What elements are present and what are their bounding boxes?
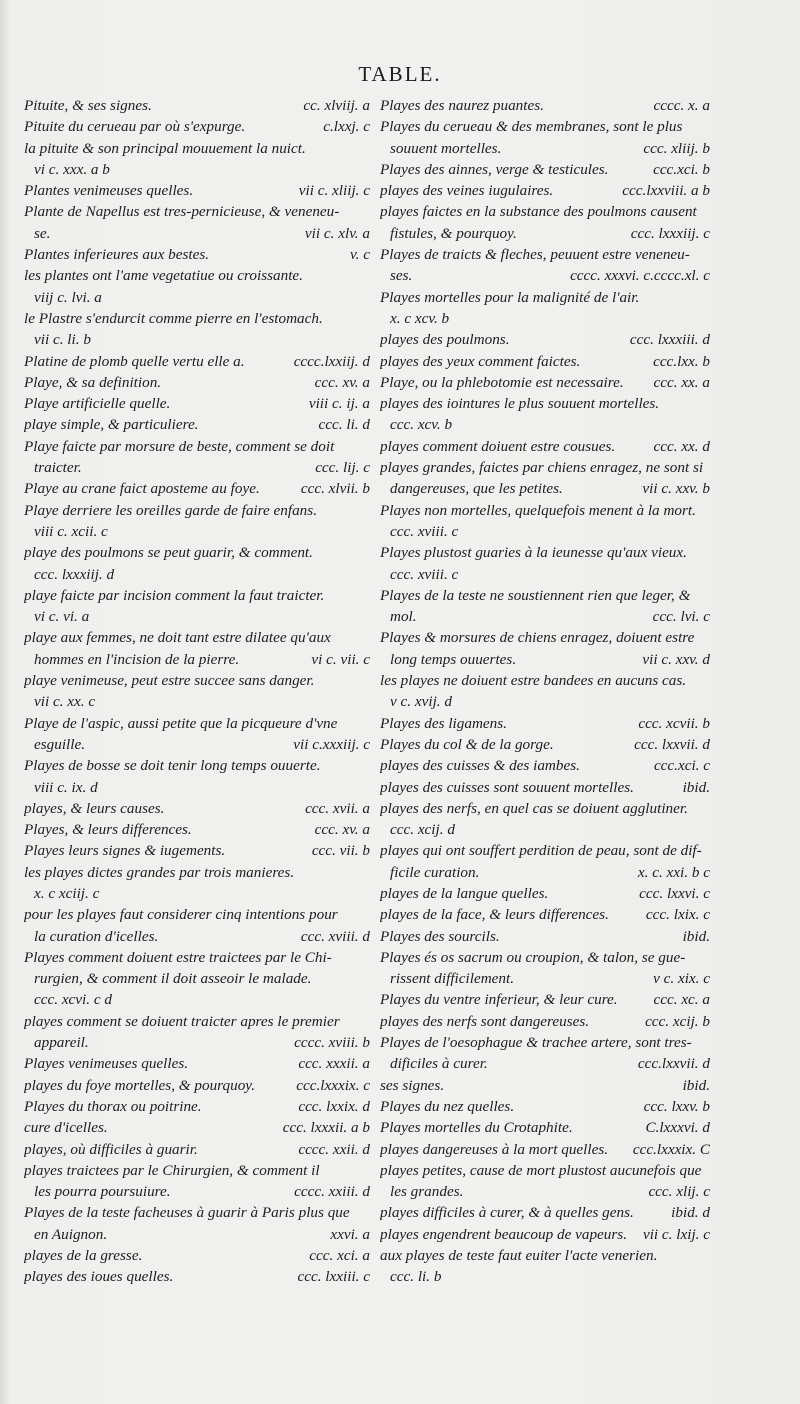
- entry-text: Platine de plomb quelle vertu elle a.: [24, 352, 245, 370]
- index-entry-line: Playe derriere les oreilles garde de faire enfans.: [24, 501, 317, 519]
- index-entry-line: [24, 649, 370, 670]
- entry-text: Playe, ou la phlebotomie est necessaire.: [380, 373, 624, 391]
- entry-reference: ccc.lxxxix. C: [632, 1140, 710, 1158]
- entry-text: playes des ioues quelles.: [24, 1268, 174, 1286]
- index-entry-line: [380, 159, 710, 180]
- entry-reference: vii c. xlv. a: [304, 224, 370, 242]
- entry-reference: ccc.lxxvii. d: [637, 1055, 710, 1073]
- index-entry-line: [380, 1139, 710, 1160]
- index-entry-line: playe venimeuse, peut estre succee sans danger.: [24, 672, 315, 690]
- entry-reference: ccc. lxxvi. c: [639, 884, 710, 902]
- index-entry-line: Playes & morsures de chiens enragez, doiuent estre: [380, 629, 695, 647]
- entry-reference: cccc. xxiii. d: [294, 1183, 370, 1201]
- entry-text-continued: rissent difficilement.: [390, 970, 515, 988]
- index-entry-line: le Plastre s'endurcit comme pierre en l'estomach.: [24, 309, 323, 327]
- entry-reference-line: vii c. xx. c: [34, 693, 96, 711]
- index-entry-line: [24, 1245, 370, 1266]
- index-entry-line: [24, 926, 370, 947]
- entry-reference-line: vii c. li. b: [34, 331, 91, 349]
- entry-reference: ccc. xliij. b: [643, 139, 710, 157]
- index-entry-line: [380, 1011, 710, 1032]
- entry-text: Playe, & sa definition.: [24, 373, 162, 391]
- index-entry-line: Playes de la teste facheuses à guarir à Paris plus que: [24, 1204, 350, 1222]
- entry-reference: ccc.lxx. b: [653, 352, 710, 370]
- entry-text-continued: fistules, & pourquoy.: [390, 224, 517, 242]
- index-entry-line: [380, 1075, 710, 1096]
- entry-reference: ccc. lxxxiij. c: [630, 224, 710, 242]
- entry-text: playes des yeux comment faictes.: [380, 352, 581, 370]
- index-entry-line: Playes non mortelles, quelquefois menent à la mort.: [380, 501, 696, 519]
- entry-text-continued: dangereuses, que les petites.: [390, 480, 563, 498]
- entry-reference-line: x. c xciij. c: [34, 884, 100, 902]
- index-column-right: [380, 95, 710, 1288]
- index-entry-line: [380, 372, 710, 393]
- entry-reference-line: viij c. lvi. a: [34, 288, 102, 306]
- index-entry-line: [380, 478, 710, 499]
- index-entry-line: [24, 457, 370, 478]
- entry-reference: vii c. xxv. d: [642, 650, 710, 668]
- index-entry-line: [24, 1181, 370, 1202]
- entry-reference: ccc. lvi. c: [652, 608, 710, 626]
- index-entry-line: [24, 116, 370, 137]
- entry-text-continued: la curation d'icelles.: [34, 927, 159, 945]
- entry-reference: ccc. xx. a: [653, 373, 710, 391]
- entry-text-continued: long temps ouuertes.: [390, 650, 517, 668]
- index-entry-line: aux playes de teste faut euiter l'acte venerien.: [380, 1247, 658, 1265]
- entry-text: playes de la face, & leurs differences.: [380, 906, 609, 924]
- index-entry-line: [380, 883, 710, 904]
- index-entry-line: [24, 1032, 370, 1053]
- entry-reference: ccc. lxxxiii. d: [629, 331, 710, 349]
- entry-reference: ccc. xv. a: [314, 373, 370, 391]
- index-entry-line: [24, 414, 370, 435]
- entry-reference: x. c. xxi. b c: [637, 863, 710, 881]
- index-entry-line: [380, 1053, 710, 1074]
- entry-text-continued: ses.: [390, 267, 413, 285]
- entry-reference: ccc. lxxv. b: [643, 1097, 710, 1115]
- index-entry-line: [380, 329, 710, 350]
- page-header: TABLE.: [358, 62, 442, 86]
- entry-text: Playes du col & de la gorge.: [380, 735, 554, 753]
- entry-text: playes du foye mortelles, & pourquoy.: [24, 1076, 256, 1094]
- index-entry-line: [24, 1139, 370, 1160]
- entry-reference: c.lxxj. c: [323, 118, 370, 136]
- entry-text: playes des poulmons.: [380, 331, 510, 349]
- index-entry-line: la pituite & son principal mouuement la nuict.: [24, 139, 306, 157]
- index-entry-line: Playe de l'aspic, aussi petite que la picqueure d'vne: [24, 714, 338, 732]
- entry-text-continued: en Auignon.: [34, 1225, 108, 1243]
- entry-text: playe simple, & particuliere.: [24, 416, 199, 434]
- index-entry-line: [24, 95, 370, 116]
- entry-reference-line: ccc. xcv. b: [390, 416, 453, 434]
- entry-reference-line: ccc. xviii. c: [390, 522, 459, 540]
- entry-reference-line: ccc. xcvi. c d: [34, 991, 112, 1009]
- index-entry-line: playes des nerfs, en quel cas se doiuent agglutiner.: [380, 799, 688, 817]
- entry-reference: ccc. lij. c: [315, 459, 370, 477]
- index-entry-line: playes grandes, faictes par chiens enragez, ne sont si: [380, 459, 704, 477]
- index-entry-line: [380, 265, 710, 286]
- entry-text: Playes mortelles du Crotaphite.: [380, 1119, 573, 1137]
- entry-reference: ccc. lxxiii. c: [297, 1268, 370, 1286]
- index-entry-line: [380, 904, 710, 925]
- index-entry-line: [24, 1053, 370, 1074]
- index-entry-line: [380, 713, 710, 734]
- index-entry-line: [24, 819, 370, 840]
- index-entry-line: [24, 798, 370, 819]
- entry-reference-line: ccc. xcij. d: [390, 821, 455, 839]
- index-entry-line: playe aux femmes, ne doit tant estre dilatee qu'aux: [24, 629, 331, 647]
- index-entry-line: les playes dictes grandes par trois manieres.: [24, 863, 295, 881]
- index-entry-line: Playes de l'oesophague & trachee artere, sont tres-: [380, 1034, 692, 1052]
- entry-text-continued: les grandes.: [390, 1183, 464, 1201]
- entry-reference: vii c. xxv. b: [642, 480, 710, 498]
- entry-text-continued: souuent mortelles.: [390, 139, 502, 157]
- index-entry-line: les plantes ont l'ame vegetatiue ou croissante.: [24, 267, 303, 285]
- entry-text: playes comment doiuent estre cousues.: [380, 437, 616, 455]
- entry-reference: ccc. xlij. c: [648, 1183, 710, 1201]
- index-entry-line: pour les playes faut considerer cinq intentions pour: [24, 906, 338, 924]
- entry-text: playes des nerfs sont dangereuses.: [380, 1012, 590, 1030]
- entry-text: Playes des ligamens.: [380, 714, 507, 732]
- index-entry-line: les playes ne doiuent estre bandees en aucuns cas.: [380, 672, 687, 690]
- entry-text: playes des cuisses & des iambes.: [380, 757, 580, 775]
- index-entry-line: [24, 1224, 370, 1245]
- index-entry-line: [380, 862, 710, 883]
- entry-text-continued: hommes en l'incision de la pierre.: [34, 650, 240, 668]
- entry-reference: cccc. xxxvi. c.cccc.xl. c: [570, 267, 710, 285]
- index-entry-line: [24, 1266, 370, 1287]
- entry-text: Playes des sourcils.: [380, 927, 500, 945]
- entry-text-continued: traicter.: [34, 459, 82, 477]
- entry-reference: ibid. d: [671, 1204, 710, 1222]
- entry-text: Pituite du cerueau par où s'expurge.: [24, 118, 246, 136]
- entry-text-continued: esguille.: [34, 735, 86, 753]
- entry-reference-line: ccc. li. b: [390, 1268, 442, 1286]
- entry-reference: ccc.xci. b: [653, 160, 710, 178]
- entry-reference: vi c. vii. c: [311, 650, 370, 668]
- index-entry-line: [380, 138, 710, 159]
- entry-reference: cccc.lxxiij. d: [293, 352, 370, 370]
- entry-reference: ccc. lxxix. d: [298, 1097, 370, 1115]
- index-entry-line: Plante de Napellus est tres-pernicieuse, & veneneu-: [24, 203, 340, 221]
- index-entry-line: playe faicte par incision comment la faut traicter.: [24, 586, 325, 604]
- entry-reference: ccc. xx. d: [653, 437, 710, 455]
- entry-text-continued: appareil.: [34, 1034, 89, 1052]
- index-entry-line: [380, 1224, 710, 1245]
- entry-text: Playes, & leurs differences.: [24, 821, 192, 839]
- entry-reference: ccc. xv. a: [314, 821, 370, 839]
- entry-reference: ccc.lxxxix. c: [296, 1076, 370, 1094]
- entry-reference: ibid.: [682, 1076, 710, 1094]
- index-entry-line: [24, 478, 370, 499]
- entry-reference: ibid.: [682, 927, 710, 945]
- entry-text: playes des cuisses sont souuent mortelles.: [380, 778, 634, 796]
- index-entry-line: [380, 968, 710, 989]
- entry-text-continued: ficile curation.: [390, 863, 480, 881]
- index-entry-line: [380, 180, 710, 201]
- index-entry-line: Playe faicte par morsure de beste, comment se doit: [24, 437, 335, 455]
- index-entry-line: [380, 777, 710, 798]
- index-entry-line: [380, 1202, 710, 1223]
- index-entry-line: [380, 649, 710, 670]
- index-entry-line: [380, 95, 710, 116]
- entry-reference: ibid.: [682, 778, 710, 796]
- index-entry-line: playes comment se doiuent traicter apres le premier: [24, 1012, 340, 1030]
- entry-reference: ccc. xcvii. b: [638, 714, 710, 732]
- entry-text: Plantes venimeuses quelles.: [24, 182, 194, 200]
- entry-reference-line: vi c. xxx. a b: [34, 160, 110, 178]
- entry-reference: ccc. li. d: [318, 416, 370, 434]
- entry-reference: ccc. xci. a: [309, 1247, 370, 1265]
- entry-text: Playe au crane faict aposteme au foye.: [24, 480, 260, 498]
- entry-reference: v c. xix. c: [653, 970, 710, 988]
- entry-text: playes dangereuses à la mort quelles.: [380, 1140, 609, 1158]
- entry-reference: ccc.xci. c: [653, 757, 710, 775]
- index-entry-line: [24, 1096, 370, 1117]
- entry-text: playes, où difficiles à guarir.: [24, 1140, 198, 1158]
- index-entry-line: [24, 840, 370, 861]
- index-entry-line: [380, 1096, 710, 1117]
- entry-text: Playes du nez quelles.: [380, 1097, 515, 1115]
- index-entry-line: [24, 223, 370, 244]
- entry-reference-line: vi c. vi. a: [34, 608, 90, 626]
- index-entry-line: [24, 393, 370, 414]
- entry-reference: ccc. xc. a: [653, 991, 710, 1009]
- entry-reference: ccc. xcij. b: [645, 1012, 710, 1030]
- entry-text-continued: se.: [34, 224, 51, 242]
- index-entry-line: Playes de bosse se doit tenir long temps ouuerte.: [24, 757, 321, 775]
- index-column-left: [24, 95, 370, 1288]
- entry-text: Playes des ainnes, verge & testicules.: [380, 160, 609, 178]
- index-entry-line: [380, 436, 710, 457]
- index-entry-line: [380, 223, 710, 244]
- entry-reference: cccc. xxii. d: [298, 1140, 370, 1158]
- index-entry-line: Playes de la teste ne soustiennent rien que leger, &: [380, 586, 691, 604]
- entry-text: Playes leurs signes & iugements.: [24, 842, 226, 860]
- entry-reference-line: ccc. lxxxiij. d: [34, 565, 115, 583]
- index-entry-line: [380, 606, 710, 627]
- entry-text: Pituite, & ses signes.: [24, 97, 152, 114]
- index-entry-line: playe des poulmons se peut guarir, & comment.: [24, 544, 313, 562]
- entry-reference: ccc.lxxviii. a b: [622, 182, 710, 200]
- index-entry-line: Playes du cerueau & des membranes, sont le plus: [380, 118, 683, 136]
- index-entry-line: [380, 351, 710, 372]
- index-entry-line: [24, 734, 370, 755]
- entry-text-continued: les pourra poursuiure.: [34, 1183, 171, 1201]
- entry-text: Playe artificielle quelle.: [24, 395, 171, 413]
- index-entry-line: [380, 755, 710, 776]
- index-entry-line: Playes és os sacrum ou croupion, & talon, se gue-: [380, 948, 686, 966]
- entry-reference: vii c. lxij. c: [642, 1225, 710, 1243]
- entry-reference: ccc. vii. b: [311, 842, 370, 860]
- entry-reference: cccc. xviii. b: [294, 1034, 370, 1052]
- entry-reference: xxvi. a: [330, 1225, 370, 1243]
- index-entry-line: [24, 1075, 370, 1096]
- index-entry-line: playes petites, cause de mort plustost aucunefois que: [380, 1161, 702, 1179]
- entry-text-continued: mol.: [390, 608, 417, 626]
- entry-text: Plantes inferieures aux bestes.: [24, 246, 210, 264]
- entry-text: Playes du thorax ou poitrine.: [24, 1097, 202, 1115]
- entry-reference: ccc. xvii. a: [305, 799, 370, 817]
- index-entry-line: Playes de traicts & fleches, peuuent estre veneneu-: [380, 246, 690, 264]
- entry-reference-line: x. c xcv. b: [390, 309, 450, 327]
- index-entry-line: [24, 180, 370, 201]
- index-entry-line: playes faictes en la substance des poulmons causent: [380, 203, 697, 221]
- entry-reference: ccc. xlvii. b: [300, 480, 370, 498]
- index-entry-line: Playes comment doiuent estre traictees par le Chi-: [24, 948, 332, 966]
- index-entry-line: [24, 351, 370, 372]
- entry-text: cure d'icelles.: [24, 1119, 108, 1137]
- index-entry-line: [24, 372, 370, 393]
- entry-reference: ccc. xviii. d: [300, 927, 370, 945]
- entry-text: playes de la langue quelles.: [380, 884, 549, 902]
- entry-reference: viii c. ij. a: [308, 395, 370, 413]
- entry-reference: ccc. lxxvii. d: [634, 735, 710, 753]
- index-entry-line: Playes plustost guaries à la ieunesse qu'aux vieux.: [380, 544, 687, 562]
- entry-text: ses signes.: [380, 1076, 445, 1094]
- index-entry-line: [380, 1117, 710, 1138]
- index-entry-line: [24, 244, 370, 265]
- entry-reference: cc. xlviij. a: [303, 97, 370, 114]
- entry-reference-line: viii c. ix. d: [34, 778, 98, 796]
- index-entry-line: rurgien, & comment il doit asseoir le malade.: [34, 970, 312, 988]
- index-entry-line: playes traictees par le Chirurgien, & comment il: [24, 1161, 320, 1179]
- index-entry-line: playes qui ont souffert perdition de peau, sont de dif-: [380, 842, 702, 860]
- index-entry-line: [24, 1117, 370, 1138]
- entry-text: playes difficiles à curer, & à quelles gens.: [380, 1204, 634, 1222]
- entry-reference: ccc. lxix. c: [645, 906, 710, 924]
- entry-reference: ccc. xxxii. a: [298, 1055, 370, 1073]
- index-entry-line: [380, 1181, 710, 1202]
- entry-reference: ccc. lxxxii. a b: [282, 1119, 370, 1137]
- entry-text: Playes venimeuses quelles.: [24, 1055, 189, 1073]
- entry-reference: vii c. xliij. c: [298, 182, 370, 200]
- index-entry-line: Playes mortelles pour la malignité de l'air.: [380, 288, 640, 306]
- index-entry-line: [380, 926, 710, 947]
- entry-reference: vii c.xxxiij. c: [293, 735, 370, 753]
- entry-reference: C.lxxxvi. d: [645, 1119, 710, 1137]
- index-entry-line: [380, 734, 710, 755]
- entry-reference-line: viii c. xcii. c: [34, 522, 108, 540]
- entry-text-continued: dificiles à curer.: [390, 1055, 488, 1073]
- entry-reference-line: v c. xvij. d: [390, 693, 452, 711]
- entry-reference-line: ccc. xviii. c: [390, 565, 459, 583]
- entry-text: playes engendrent beaucoup de vapeurs.: [380, 1225, 628, 1243]
- entry-text: playes de la gresse.: [24, 1247, 143, 1265]
- index-entry-line: [380, 989, 710, 1010]
- entry-text: Playes du ventre inferieur, & leur cure.: [380, 991, 618, 1009]
- index-entry-line: playes des iointures le plus souuent mortelles.: [380, 395, 660, 413]
- entry-reference: cccc. x. a: [653, 97, 710, 114]
- entry-text: playes des veines iugulaires.: [380, 182, 554, 200]
- entry-text: Playes des naurez puantes.: [380, 97, 544, 114]
- entry-text: playes, & leurs causes.: [24, 799, 165, 817]
- entry-reference: v. c: [350, 246, 370, 264]
